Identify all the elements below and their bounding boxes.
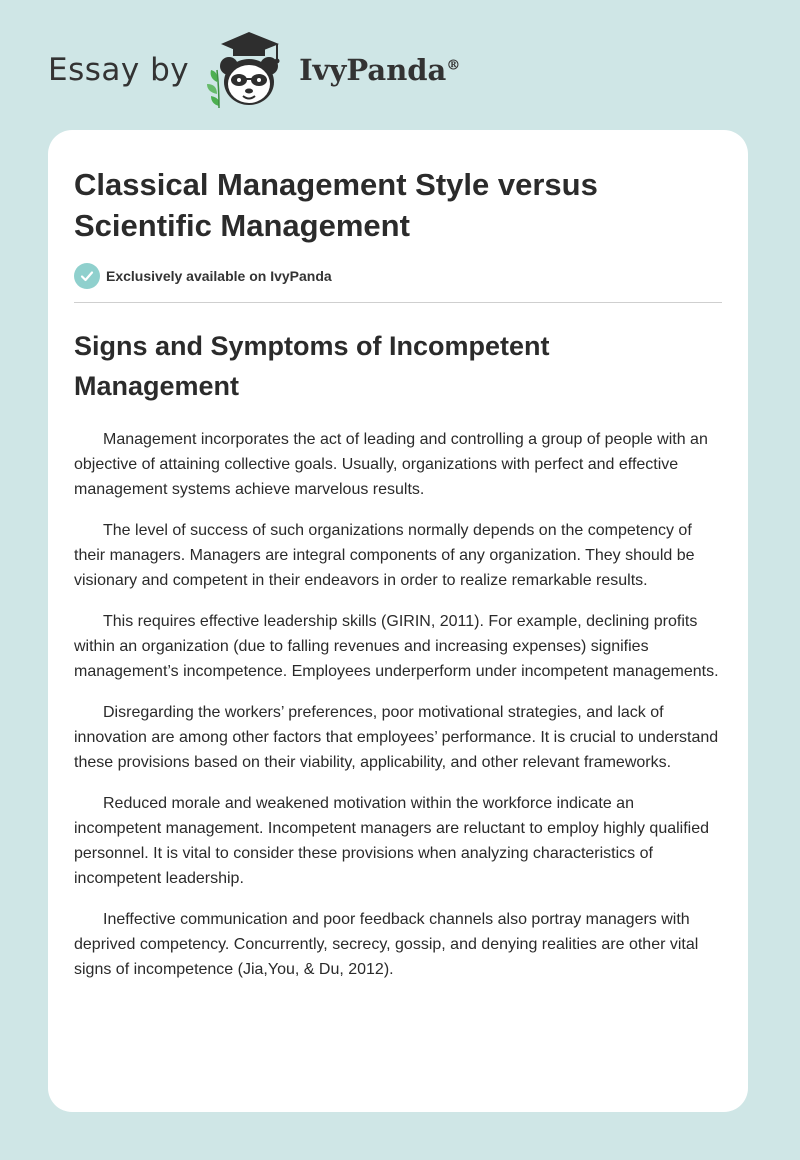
- exclusive-badge: [74, 263, 332, 289]
- divider: [74, 302, 722, 303]
- paragraph: This requires effective leadership skills (GIRIN, 2011). For example, declining profits within an organization (due to falling revenues and increasing expenses) signifies management’s incompetence. Employees underperform under incompetent managements.: [74, 613, 719, 680]
- section-heading: Signs and Symptoms of Incompetent Management: [74, 331, 550, 401]
- exclusive-badge-label: Exclusively available on IvyPanda: [106, 268, 332, 284]
- page-title: Classical Management Style versus Scientific Management: [74, 167, 598, 243]
- paragraph: Disregarding the workers’ preferences, poor motivational strategies, and lack of innovation are among other factors that employees’ performance. It is crucial to understand these provisions based on their viability, applicability, and other relevant frameworks.: [74, 704, 719, 771]
- essay-by-label: Essay by: [48, 52, 190, 88]
- ivypanda-logo-icon[interactable]: [203, 30, 295, 110]
- paragraph: The level of success of such organizations normally depends on the competency of their managers. Managers are integral components of any organization. They should be visionary and competent in their endeavors in order to realize remarkable results.: [74, 522, 695, 589]
- brand-text: IvyPanda: [299, 53, 447, 87]
- paragraph: Management incorporates the act of leading and controlling a group of people with an objective of attaining collective goals. Usually, organizations with perfect and effective management systems achieve marvelous results.: [74, 431, 708, 498]
- article-card: [48, 130, 748, 1112]
- paragraph: Reduced morale and weakened motivation within the workforce indicate an incompetent management. Incompetent managers are reluctant to employ highly qualified personnel. It is vital to consider these provisions when analyzing characteristics of incompetent leadership.: [74, 795, 710, 887]
- brand-name[interactable]: [299, 53, 460, 87]
- site-header: [48, 30, 460, 110]
- paragraph: Ineffective communication and poor feedback channels also portray managers with deprived competency. Concurrently, secrecy, gossip, and denying realities are other vital signs of incompetence (Jia,You, & Du, 2012).: [74, 911, 699, 978]
- registered-mark: ®: [446, 57, 461, 74]
- check-circle-icon: [74, 263, 100, 289]
- article-body: [74, 427, 724, 998]
